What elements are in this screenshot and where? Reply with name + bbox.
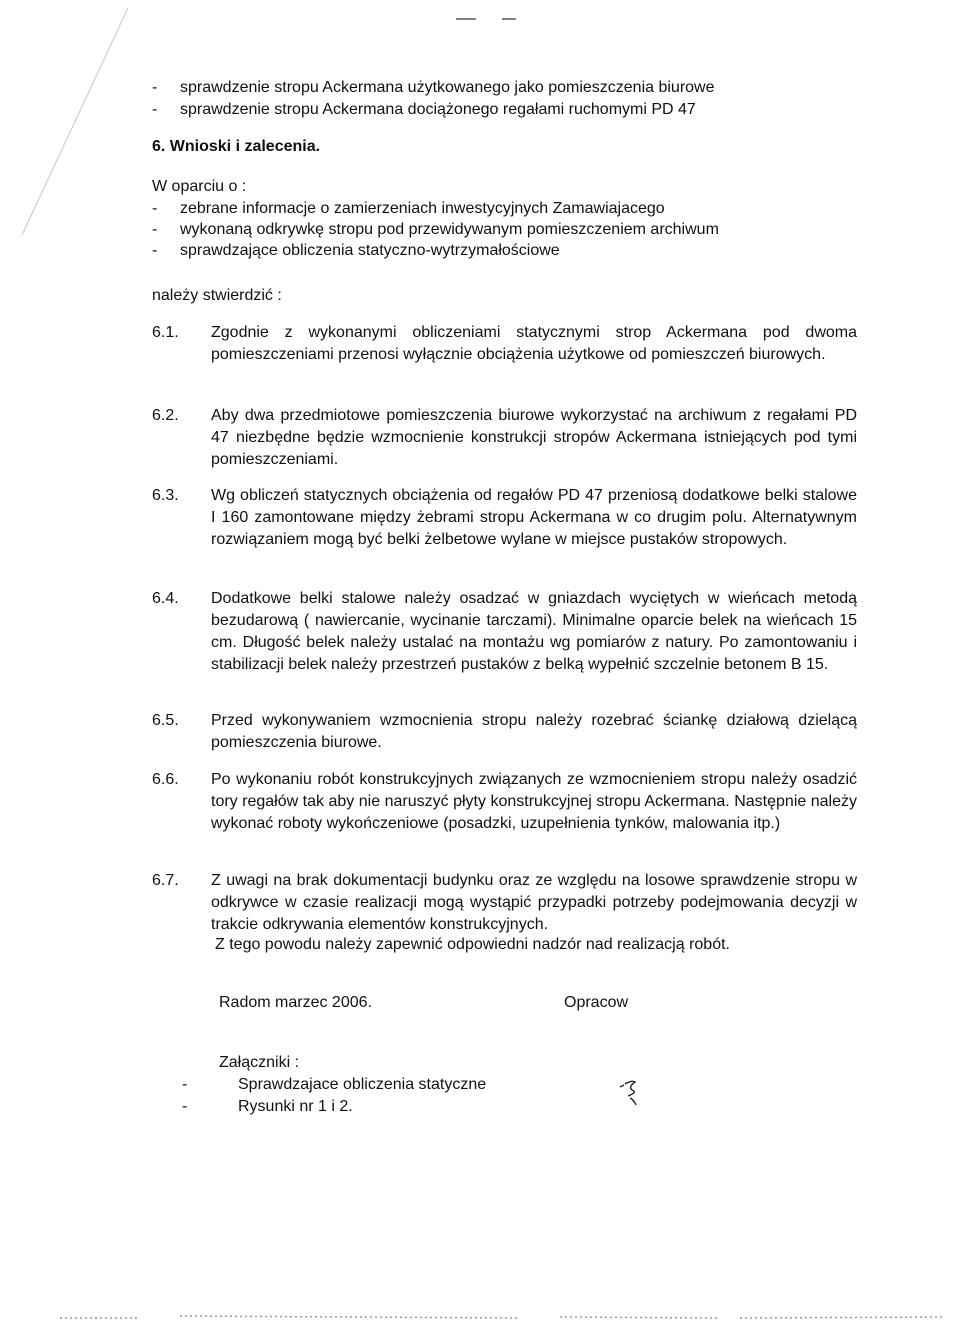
bullet-dash: - — [152, 79, 158, 96]
conclusion-number: 6.2. — [152, 407, 179, 424]
intro-bullet-2: sprawdzenie stropu Ackermana dociążonego regałami ruchomymi PD 47 — [180, 101, 696, 118]
basis-intro: W oparciu o : — [152, 178, 247, 195]
prepared-by: Opracow — [564, 994, 629, 1011]
basis-bullet-1: zebrane informacje o zamierzeniach inwestycyjnych Zamawiajacego — [180, 200, 665, 217]
conclusion-text: Wg obliczeń statycznych obciążenia od regałów PD 47 przeniosą dodatkowe belki stalowe I 160 zamontowane między żebrami stropu Ackermana w co drugim polu. Alternatywnym rozwiązaniem mogą być belki żelbetowe wylane w miejsce pustaków stropowych. — [211, 487, 857, 548]
place-date: Radom marzec 2006. — [219, 994, 372, 1011]
conclusion-number: 6.3. — [152, 487, 179, 504]
bullet-dash: - — [152, 221, 158, 238]
scan-edge-line — [22, 8, 128, 235]
conclusion-number: 6.4. — [152, 590, 179, 607]
intro-bullet-1: sprawdzenie stropu Ackermana użytkowanego jako pomieszczenia biurowe — [180, 79, 715, 96]
bullet-dash: - — [182, 1076, 188, 1093]
conclusion-number: 6.6. — [152, 771, 179, 788]
conclusion-number: 6.5. — [152, 712, 179, 729]
conclusion-text: Zgodnie z wykonanymi obliczeniami statycznymi strop Ackermana pod dwoma pomieszczeniami przenosi wyłącznie obciążenia użytkowe od pomieszczeń biurowych. — [211, 324, 857, 363]
bullet-dash: - — [152, 200, 158, 217]
conclusion-text: Przed wykonywaniem wzmocnienia stropu należy rozebrać ściankę działową dzielącą pomieszczenia biurowe. — [211, 712, 857, 751]
attachment-item-2: Rysunki nr 1 i 2. — [238, 1098, 353, 1115]
conclusion-text: Dodatkowe belki stalowe należy osadzać w gniazdach wyciętych w wieńcach metodą bezudarową ( nawiercanie, wycinanie tarczami). Minimalne oparcie belek na wieńcach 15 cm. Długość belek należy ustalać na montażu wg pomiarów z natury. Po zamontowaniu i stabilizacji belek należy przestrzeń pustaków z belką wypełnić szczelnie betonem B 15. — [211, 590, 857, 673]
final-note: Z tego powodu należy zapewnić odpowiedni nadzór nad realizacją robót. — [215, 936, 730, 953]
conclusion-lead: należy stwierdzić : — [152, 287, 282, 304]
scan-bottom-dots — [60, 1316, 945, 1318]
conclusion-text: Aby dwa przedmiotowe pomieszczenia biurowe wykorzystać na archiwum z regałami PD 47 niezbędne będzie wzmocnienie konstrukcji stropów Ackermana istniejących pod tymi pomieszczeniami. — [211, 407, 857, 468]
conclusion-text: Po wykonaniu robót konstrukcyjnych związanych ze wzmocnieniem stropu należy osadzić tory regałów tak aby nie naruszyć płyty konstrukcyjnej stropu Ackermana. Następnie należy wykonać roboty wykończeniowe (posadzki, uzupełnienia tynków, malowania itp.) — [211, 771, 857, 832]
bullet-dash: - — [152, 242, 158, 259]
bullet-dash: - — [182, 1098, 188, 1115]
basis-bullet-2: wykonaną odkrywkę stropu pod przewidywanym pomieszczeniem archiwum — [180, 221, 719, 238]
attachments-label: Załączniki : — [219, 1054, 300, 1071]
attachment-item-1: Sprawdzajace obliczenia statyczne — [238, 1076, 487, 1093]
signature-initials — [618, 1078, 644, 1108]
conclusion-number: 6.1. — [152, 324, 179, 341]
section-heading: 6. Wnioski i zalecenia. — [152, 138, 321, 155]
conclusion-number: 6.7. — [152, 872, 179, 889]
basis-bullet-3: sprawdzające obliczenia statyczno-wytrzymałościowe — [180, 242, 560, 259]
bullet-dash: - — [152, 101, 158, 118]
conclusion-text: Z uwagi na brak dokumentacji budynku oraz ze względu na losowe sprawdzenie stropu w odkrywce w czasie realizacji mogą wystąpić przypadki potrzeby podejmowania decyzji w trakcie odkrywania elementów konstrukcyjnych. — [211, 872, 857, 933]
